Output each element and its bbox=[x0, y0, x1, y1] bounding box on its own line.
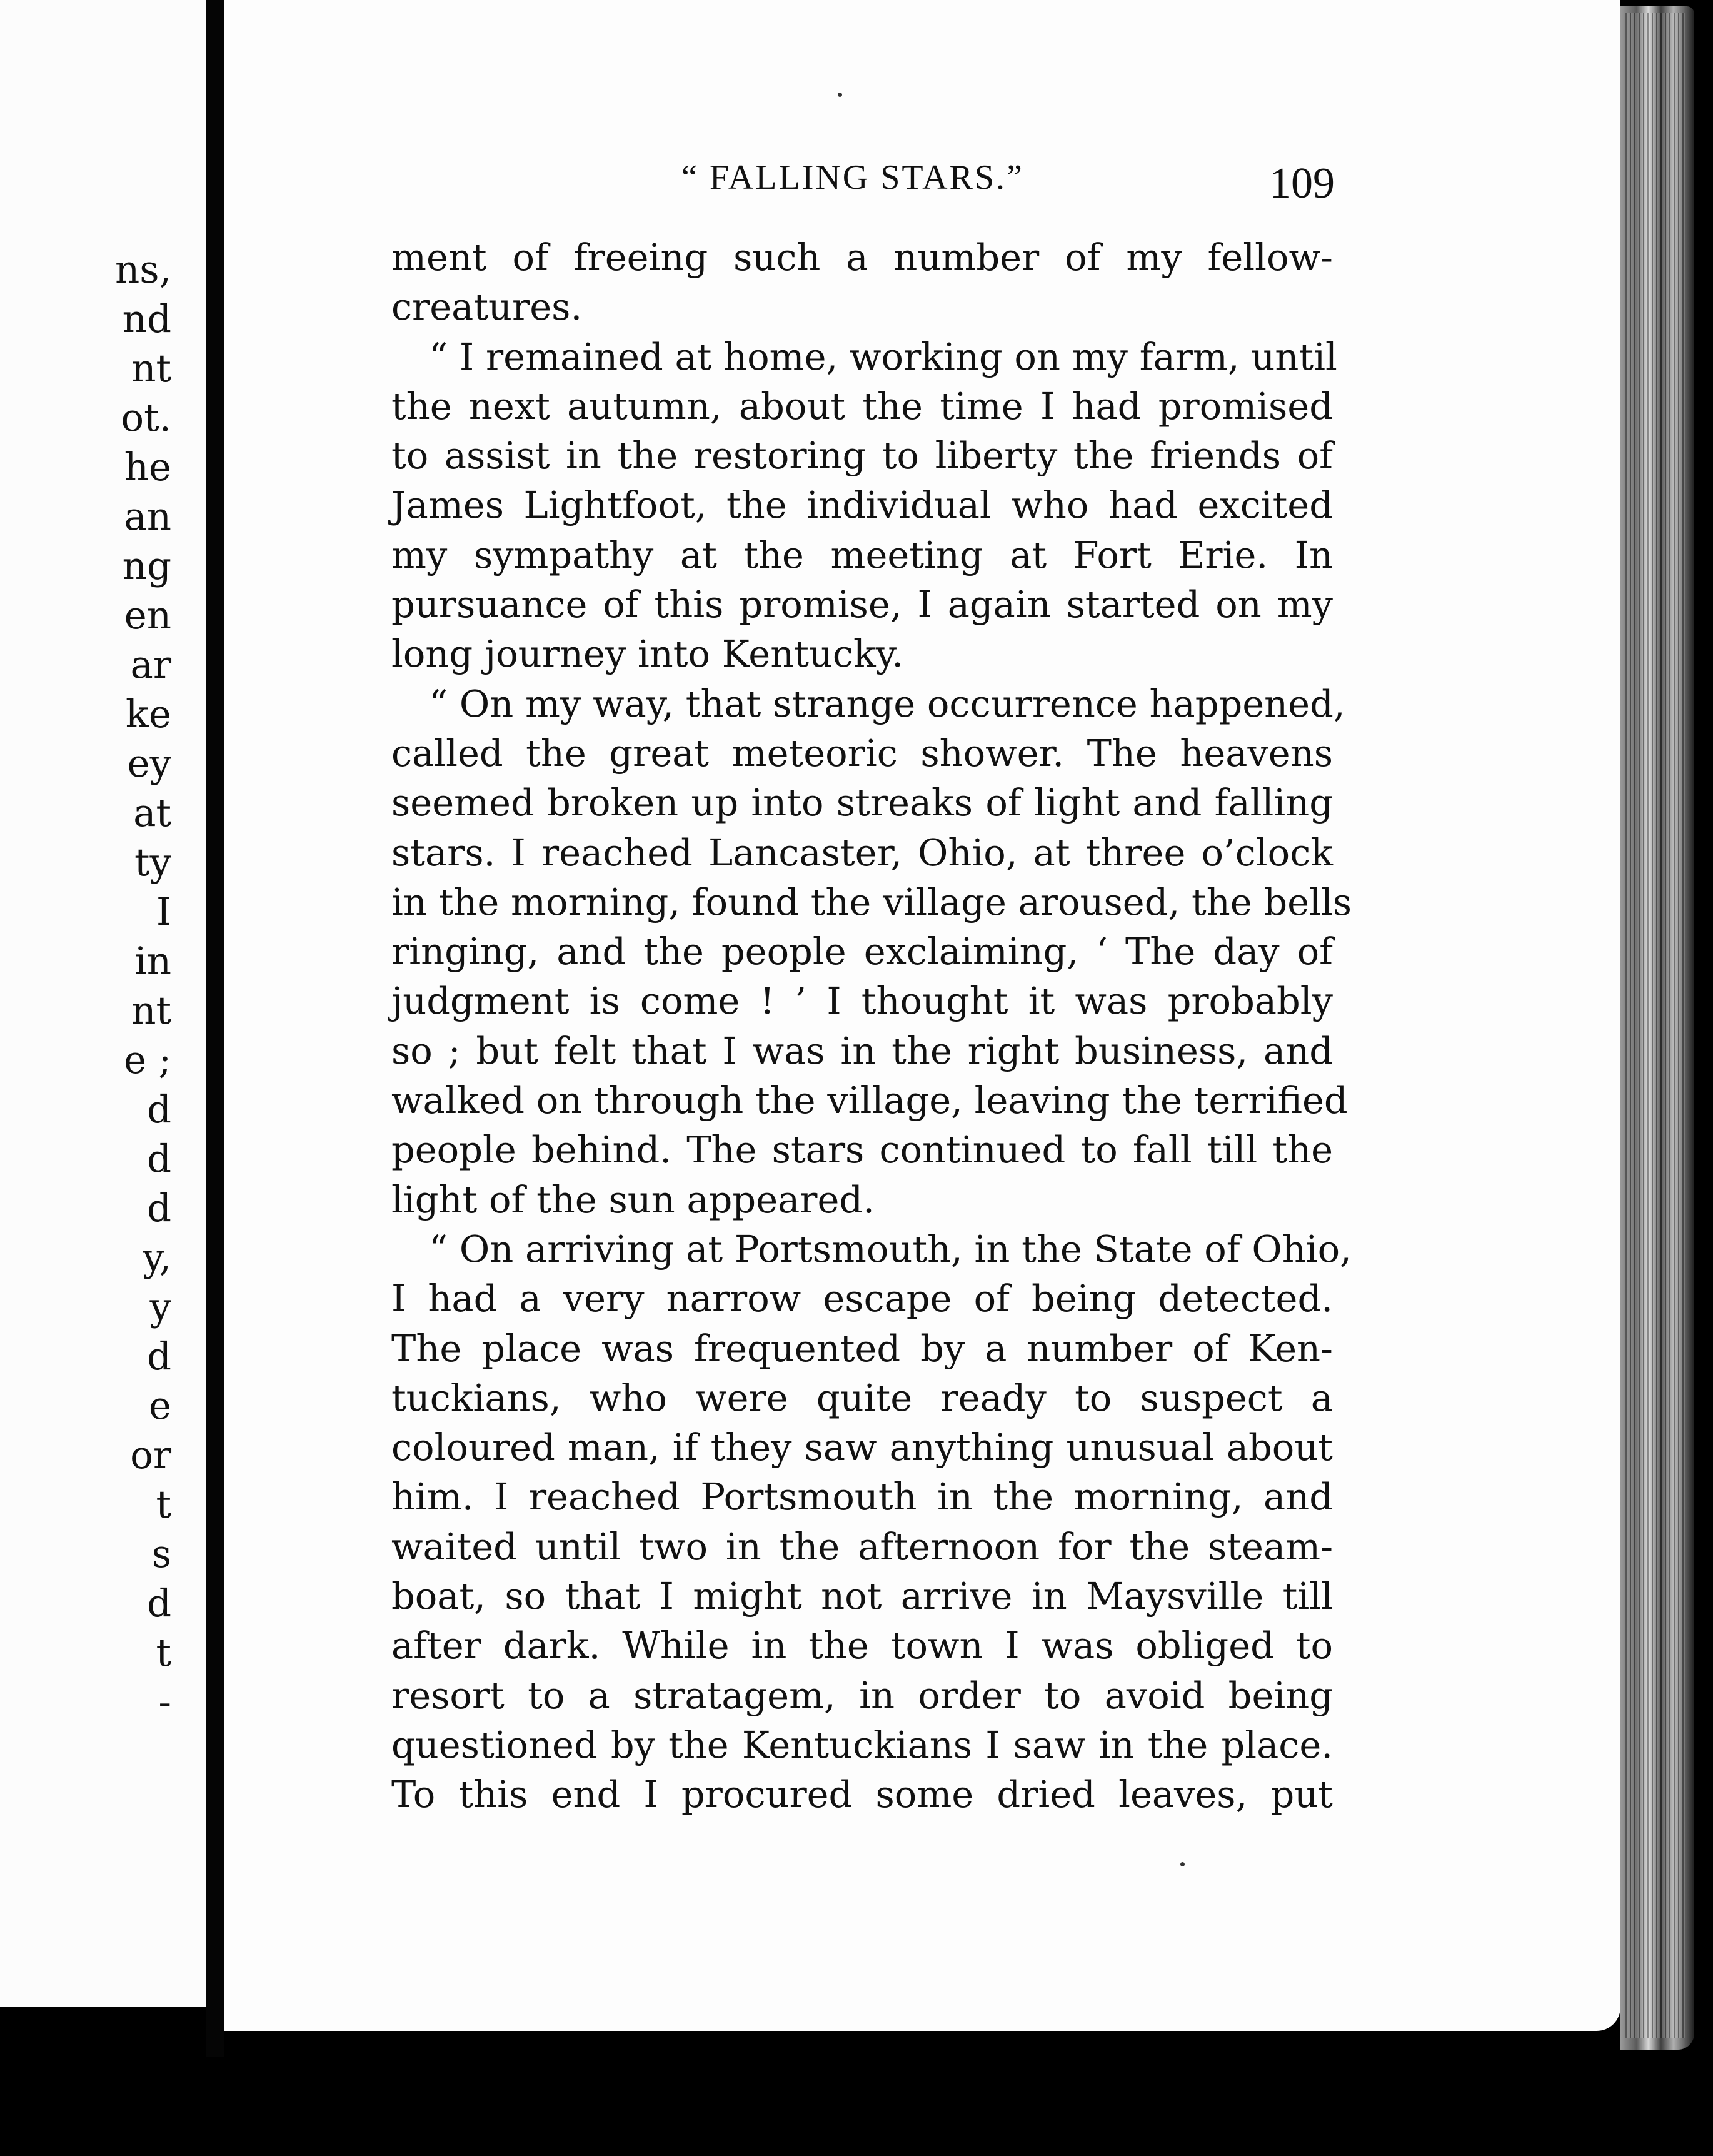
text-line: light of the sun appeared. bbox=[391, 1177, 875, 1221]
running-head: “ FALLING STARS.” bbox=[681, 158, 1024, 197]
text-line: “ On arriving at Portsmouth, in the State of Ohio, bbox=[429, 1227, 1352, 1271]
text-line: questioned by the Kentuckians I saw in the place. bbox=[391, 1723, 1333, 1766]
previous-page-fragment: d bbox=[146, 1186, 171, 1231]
text-line: ringing, and the people exclaiming, ‘ The day of bbox=[391, 930, 1333, 974]
text-line: “ On my way, that strange occurrence happened, bbox=[429, 682, 1345, 725]
previous-page bbox=[0, 0, 206, 2007]
previous-page-fragment: e bbox=[148, 1384, 171, 1428]
previous-page-fragment: en bbox=[124, 593, 171, 638]
previous-page-fragment: ng bbox=[122, 544, 171, 588]
text-line: The place was frequented by a number of Ken- bbox=[391, 1326, 1333, 1370]
text-line: tuckians, who were quite ready to suspect a bbox=[391, 1376, 1333, 1419]
text-line: in the morning, found the village aroused, the bells bbox=[391, 880, 1352, 924]
previous-page-fragment: ns, bbox=[115, 248, 171, 292]
previous-page-fragment: ot. bbox=[121, 396, 171, 440]
text-line: seemed broken up into streaks of light and falling bbox=[391, 781, 1333, 825]
text-line: creatures. bbox=[391, 285, 583, 329]
previous-page-fragment: t bbox=[156, 1483, 171, 1527]
text-line: called the great meteoric shower. The heavens bbox=[391, 731, 1333, 775]
text-line: ment of freeing such a number of my fellow- bbox=[391, 236, 1333, 279]
previous-page-fragment: ty bbox=[134, 840, 171, 885]
previous-page-fragment: s bbox=[151, 1532, 171, 1576]
previous-page-fragment: I bbox=[156, 890, 171, 934]
previous-page-fragment: nt bbox=[131, 346, 171, 391]
previous-page-fragment: t bbox=[156, 1631, 171, 1675]
previous-page-text-fragments bbox=[115, 245, 171, 1727]
print-speck bbox=[838, 93, 842, 97]
previous-page-fragment: at bbox=[133, 791, 171, 835]
previous-page-fragment: d bbox=[146, 1581, 171, 1626]
page-number: 109 bbox=[1269, 159, 1335, 208]
text-line: coloured man, if they saw anything unusual about bbox=[391, 1426, 1333, 1469]
previous-page-fragment: ey bbox=[127, 742, 171, 786]
text-line: walked on through the village, leaving the terrified bbox=[391, 1079, 1348, 1122]
text-line: so ; but felt that I was in the right business, and bbox=[391, 1029, 1333, 1072]
text-line: after dark. While in the town I was obliged to bbox=[391, 1624, 1333, 1668]
previous-page-fragment: e ; bbox=[123, 1038, 171, 1082]
previous-page-fragment: ke bbox=[125, 692, 171, 737]
text-line: To this end I procured some dried leaves, put bbox=[391, 1773, 1333, 1816]
text-line: resort to a stratagem, in order to avoid being bbox=[391, 1673, 1333, 1717]
previous-page-fragment: d bbox=[146, 1087, 171, 1132]
previous-page-fragment: d bbox=[146, 1137, 171, 1181]
text-line: judgment is come ! ’ I thought it was probably bbox=[391, 979, 1333, 1023]
previous-page-fragment: nd bbox=[122, 297, 171, 341]
text-line: the next autumn, about the time I had promised bbox=[391, 384, 1333, 428]
previous-page-fragment: - bbox=[158, 1680, 171, 1725]
previous-page-fragment: ar bbox=[130, 643, 171, 687]
text-line: James Lightfoot, the individual who had excited bbox=[391, 483, 1333, 527]
text-line: boat, so that I might not arrive in Maysville till bbox=[391, 1574, 1333, 1618]
binding-gutter bbox=[206, 0, 224, 2057]
previous-page-fragment: he bbox=[124, 445, 171, 490]
text-line: my sympathy at the meeting at Fort Erie. In bbox=[391, 533, 1333, 577]
text-line: I had a very narrow escape of being detected. bbox=[391, 1277, 1333, 1321]
text-line: to assist in the restoring to liberty the friends of bbox=[391, 434, 1333, 478]
text-line: waited until two in the afternoon for the steam- bbox=[391, 1524, 1333, 1568]
previous-page-fragment: y bbox=[149, 1285, 171, 1329]
previous-page-fragment: y, bbox=[143, 1236, 171, 1280]
previous-page-fragment: or bbox=[130, 1433, 171, 1478]
text-line: “ I remained at home, working on my farm, until bbox=[429, 335, 1337, 378]
previous-page-fragment: nt bbox=[131, 989, 171, 1033]
body-text bbox=[391, 233, 1352, 1820]
page-edge-texture bbox=[1625, 13, 1685, 2038]
previous-page-fragment: in bbox=[134, 939, 171, 984]
text-line: long journey into Kentucky. bbox=[391, 632, 903, 676]
text-line: stars. I reached Lancaster, Ohio, at three o’clock bbox=[391, 830, 1333, 874]
print-speck bbox=[1180, 1862, 1185, 1866]
text-line: him. I reached Portsmouth in the morning, and bbox=[391, 1475, 1333, 1519]
previous-page-fragment: d bbox=[146, 1334, 171, 1379]
previous-page-fragment: an bbox=[124, 495, 171, 539]
text-line: people behind. The stars continued to fall till the bbox=[391, 1128, 1333, 1172]
text-line: pursuance of this promise, I again started on my bbox=[391, 583, 1333, 627]
